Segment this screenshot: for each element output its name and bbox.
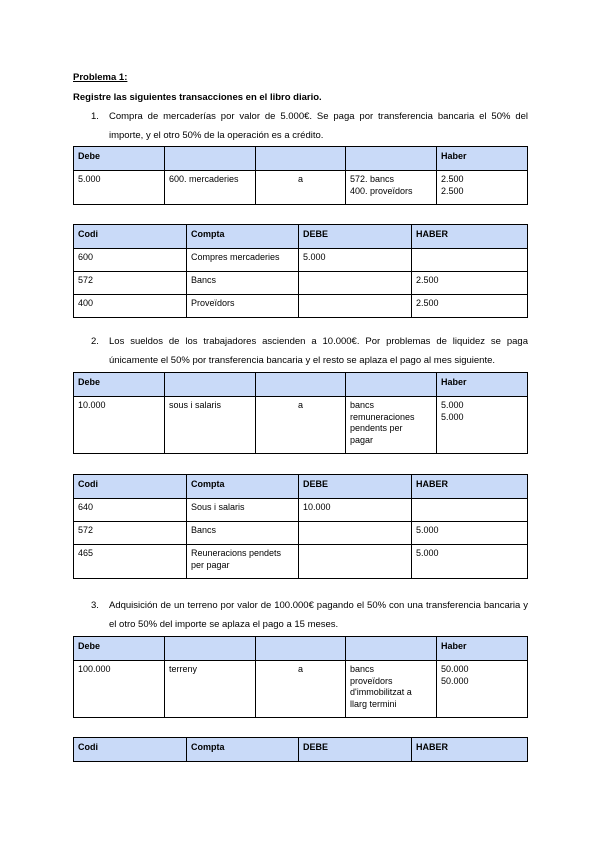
header-codi: Codi [74,225,187,249]
header-haber: Haber [437,147,528,171]
credit-account: pagar [350,434,374,445]
journal-entry-row [74,397,528,454]
debe-cell [299,272,412,295]
haber-cell: 2.500 [412,295,528,318]
haber-cell: 5.000 [412,522,528,545]
journal-entry-row [74,661,528,718]
ledger-table-3 [73,737,528,762]
ledger-header-row [74,225,528,249]
compta-cell: Bancs [187,272,299,295]
problem-number: 2. [91,336,99,347]
journal-entry-row [74,171,528,205]
header-empty [256,147,346,171]
compta-cell: Compres mercaderies [187,249,299,272]
ledger-header-row [74,475,528,499]
journal-header-row [74,147,528,171]
header-empty [346,147,437,171]
compta-cell: Bancs [187,522,299,545]
header-haber: HABER [412,475,528,499]
haber-amount: 2.500 [441,185,464,196]
credit-account: llarg termini [350,698,397,709]
ledger-row [74,545,528,579]
ledger-row [74,522,528,545]
journal-header-row [74,373,528,397]
header-codi: Codi [74,738,187,762]
credit-account: 572. bancs [350,174,395,184]
credit-account: pendents per [350,423,403,433]
problem-1-statement [91,107,528,145]
header-compta: Compta [187,738,299,762]
journal-table-3 [73,636,528,718]
header-codi: Codi [74,475,187,499]
a-connector: a [256,661,346,718]
header-empty [165,373,256,397]
credit-account: bancs [350,664,375,674]
debe-cell: 5.000 [299,249,412,272]
header-compta: Compta [187,475,299,499]
credit-account: d'immobilitzat a [350,687,412,697]
problem-text: Los sueldos de los trabajadores ascienden a 10.000€. Por problemas de liquidez se paga únicamente el 50% por transferencia bancaria y el resto se aplaza el pago al mes siguiente. [109,336,528,366]
haber-amount: 5.000 [441,400,464,410]
haber-amounts [437,171,528,205]
debit-account: terreny [165,661,256,718]
credit-account: remuneraciones [350,411,415,422]
codi-cell: 640 [74,499,187,522]
a-connector: a [256,171,346,205]
header-haber: HABER [412,225,528,249]
haber-cell [412,499,528,522]
header-debe: Debe [74,147,165,171]
haber-amounts [437,397,528,454]
debe-cell [299,545,412,579]
header-empty [346,637,437,661]
haber-amount: 50.000 [441,675,469,686]
credit-accounts [346,661,437,718]
credit-accounts [346,171,437,205]
header-debe: DEBE [299,475,412,499]
codi-cell: 600 [74,249,187,272]
credit-accounts [346,397,437,454]
header-empty [256,637,346,661]
header-debe: Debe [74,637,165,661]
debe-amount: 5.000 [74,171,165,205]
header-empty [346,373,437,397]
credit-account: proveïdors [350,675,393,686]
header-haber: HABER [412,738,528,762]
header-haber: Haber [437,637,528,661]
problem-3-statement [91,596,528,634]
header-debe: DEBE [299,738,412,762]
header-empty [165,637,256,661]
debit-account: 600. mercaderies [165,171,256,205]
codi-cell: 572 [74,272,187,295]
journal-table-2 [73,372,528,454]
header-debe: Debe [74,373,165,397]
credit-account: 400. proveïdors [350,185,413,196]
debit-account: sous i salaris [165,397,256,454]
debe-cell: 10.000 [299,499,412,522]
ledger-row [74,499,528,522]
page-title: Problema 1: [73,72,128,83]
ledger-table-2 [73,474,528,579]
header-compta: Compta [187,225,299,249]
ledger-header-row [74,738,528,762]
problem-text: Adquisición de un terreno por valor de 100.000€ pagando el 50% con una transferencia bancaria y el otro 50% del importe se aplaza el pago a 15 meses. [109,600,528,630]
haber-amount: 5.000 [441,411,464,422]
page-subtitle: Registre las siguientes transacciones en el libro diario. [73,92,322,103]
problem-text: Compra de mercaderías por valor de 5.000€. Se paga por transferencia bancaria el 50% del importe, y el otro 50% de la operación es a crédito. [109,111,528,141]
problem-number: 1. [91,111,99,122]
haber-cell: 5.000 [412,545,528,579]
debe-cell [299,295,412,318]
journal-table-1 [73,146,528,205]
a-connector: a [256,397,346,454]
debe-amount: 10.000 [74,397,165,454]
header-haber: Haber [437,373,528,397]
haber-amounts [437,661,528,718]
ledger-row [74,272,528,295]
haber-cell: 2.500 [412,272,528,295]
codi-cell: 572 [74,522,187,545]
debe-amount: 100.000 [74,661,165,718]
compta-cell: Sous i salaris [187,499,299,522]
haber-amount: 2.500 [441,174,464,184]
debe-cell [299,522,412,545]
codi-cell: 400 [74,295,187,318]
header-empty [165,147,256,171]
haber-amount: 50.000 [441,664,469,674]
credit-account: bancs [350,400,375,410]
ledger-row [74,249,528,272]
ledger-row [74,295,528,318]
ledger-table-1 [73,224,528,318]
problem-2-statement [91,332,528,370]
header-debe: DEBE [299,225,412,249]
journal-header-row [74,637,528,661]
problem-number: 3. [91,600,99,611]
header-empty [256,373,346,397]
codi-cell: 465 [74,545,187,579]
compta-cell: Reuneracions pendets per pagar [187,545,299,579]
compta-cell: Proveïdors [187,295,299,318]
haber-cell [412,249,528,272]
